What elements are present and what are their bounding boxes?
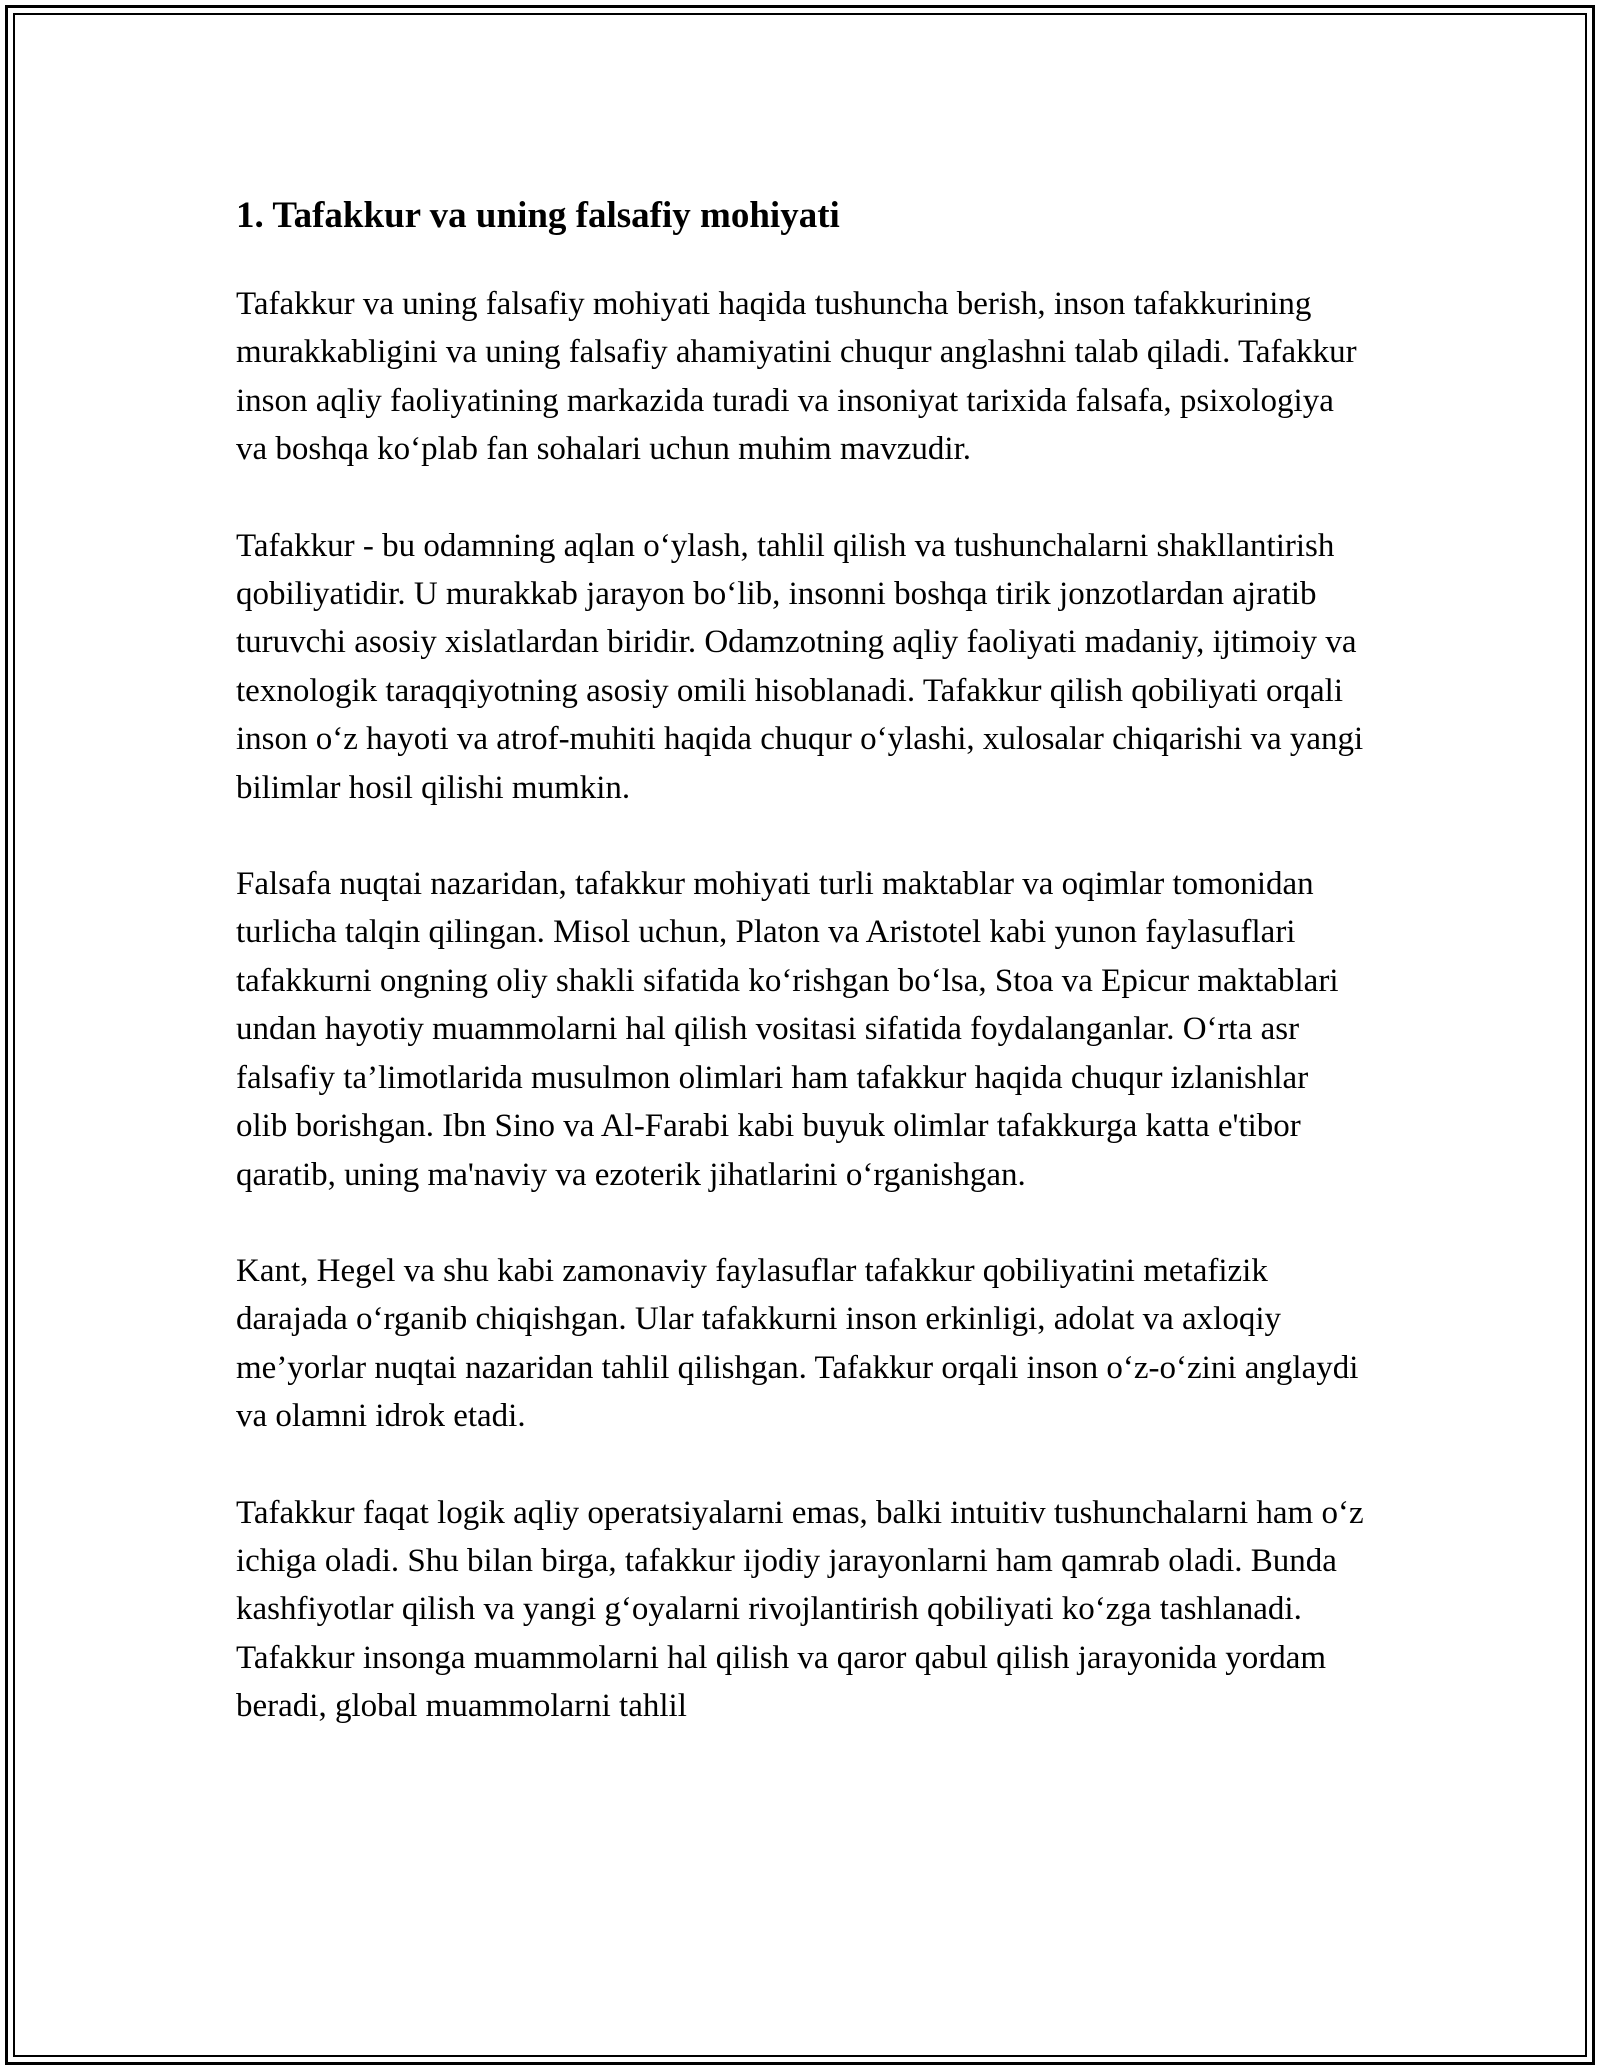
paragraph-3: Falsafa nuqtai nazaridan, tafakkur mohiyati turli maktablar va oqimlar tomonidan turlicha talqin qilingan. Misol uchun, Platon va Aristotel kabi yunon faylasuflari tafakkurni ongning oliy shakli sifatida ko‘rishgan bo‘lsa, Stoa va Epicur maktablari undan hayotiy muammolarni hal qilish vositasi sifatida foydalanganlar. O‘rta asr falsafiy ta’limotlarida musulmon olimlari ham tafakkur haqida chuqur izlanishlar olib borishgan. Ibn Sino va Al-Farabi kabi buyuk olimlar tafakkurga katta e'tibor qaratib, uning ma'naviy va ezoterik jihatlarini o‘rganishgan.	[236, 866, 1339, 1193]
document-body	[236, 186, 1366, 1779]
paragraph-4: Kant, Hegel va shu kabi zamonaviy faylasuflar tafakkur qobiliyatini metafizik darajada o‘rganib chiqishgan. Ular tafakkurni inson erkinligi, adolat va axloqiy me’yorlar nuqtai nazaridan tahlil qilishgan. Tafakkur orqali inson o‘z-o‘zini anglaydi va olamni idrok etadi.	[236, 1252, 1359, 1435]
paragraph-2: Tafakkur - bu odamning aqlan o‘ylash, tahlil qilish va tushunchalarni shakllantirish qobiliyatidir. U murakkab jarayon bo‘lib, insonni boshqa tirik jonzotlardan ajratib turuvchi asosiy xislatlardan biridir. Odamzotning aqliy faoliyati madaniy, ijtimoiy va texnologik taraqqiyotning asosiy omili hisoblanadi. Tafakkur qilish qobiliyati orqali inson o‘z hayoti va atrof-muhiti haqida chuqur o‘ylashi, xulosalar chiqarishi va yangi bilimlar hosil qilishi mumkin.	[236, 527, 1364, 806]
paragraph-1: Tafakkur va uning falsafiy mohiyati haqida tushuncha berish, inson tafakkurining murakkabligini va uning falsafiy ahamiyatini chuqur anglashni talab qiladi. Tafakkur inson aqliy faoliyatining markazida turadi va insoniyat tarixida falsafa, psixologiya va boshqa ko‘plab fan sohalari uchun muhim mavzudir.	[236, 286, 1357, 468]
paragraph-5: Tafakkur faqat logik aqliy operatsiyalarni emas, balki intuitiv tushunchalarni ham o‘z ichiga oladi. Shu bilan birga, tafakkur ijodiy jarayonlarni ham qamrab oladi. Bunda kashfiyotlar qilish va yangi g‘oyalarni rivojlantirish qobiliyati ko‘zga tashlanadi. Tafakkur insonga muammolarni hal qilish va qaror qabul qilish jarayonida yordam beradi, global muammolarni tahlil	[236, 1494, 1364, 1725]
section-heading: 1. Tafakkur va uning falsafiy mohiyati	[236, 195, 840, 236]
